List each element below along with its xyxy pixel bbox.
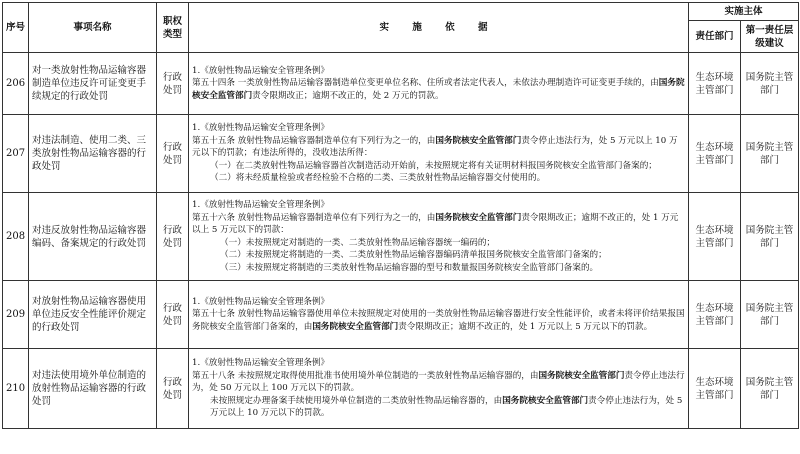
item-name: 对一类放射性物品运输容器制造单位违反许可证变更手续规定的行政处罚 (29, 53, 157, 115)
table-row (3, 53, 799, 115)
law-title: 1.《放射性物品运输安全管理条例》 (192, 65, 330, 76)
header-name: 事项名称 (29, 3, 157, 53)
power-type: 行政处罚 (157, 193, 189, 281)
header-type: 职权类型 (157, 3, 189, 53)
row-number: 207 (3, 115, 29, 193)
item-name: 对违法制造、使用二类、三类放射性物品运输容器的行政处罚 (29, 115, 157, 193)
row-number: 208 (3, 193, 29, 281)
power-type: 行政处罚 (157, 349, 189, 429)
legal-basis (189, 53, 689, 115)
article-text: 第五十七条 放射性物品运输容器使用单位未按照规定对使用的一类放射性物品运输容器进行安全性能评价，或者未将评价结果报国务院核安全监管部门备案的，由国务院核安全监管部门责令限期改正；逾期不改正的，处 1 万元以上 5 万元以下的罚款。 (192, 309, 685, 332)
legal-basis (189, 281, 689, 349)
power-type: 行政处罚 (157, 281, 189, 349)
law-title: 1.《放射性物品运输安全管理条例》 (192, 296, 330, 307)
table-row (3, 281, 799, 349)
item-name: 对违法使用境外单位制造的放射性物品运输容器的行政处罚 (29, 349, 157, 429)
enforcement-table (2, 2, 799, 429)
authority-name: 国务院核安全监管部门 (538, 370, 625, 381)
responsible-dept: 生态环境主管部门 (689, 281, 741, 349)
responsible-dept: 生态环境主管部门 (689, 53, 741, 115)
table-row (3, 349, 799, 429)
responsibility-level: 国务院主管部门 (741, 193, 799, 281)
row-number: 210 (3, 349, 29, 429)
legal-basis (189, 115, 689, 193)
responsibility-level: 国务院主管部门 (741, 281, 799, 349)
header-subject: 实施主体 (689, 3, 799, 21)
authority-name: 国务院核安全监管部门 (312, 321, 399, 332)
legal-basis (189, 193, 689, 281)
law-title: 1.《放射性物品运输安全管理条例》 (192, 123, 330, 134)
authority-name: 国务院核安全监管部门 (502, 395, 589, 406)
header-num: 序号 (3, 3, 29, 53)
clause-item: （一）在二类放射性物品运输容器首次制造活动开始前，未按照规定将有关证明材料报国务院核安全监管部门备案的； (210, 160, 657, 171)
header-dept: 责任部门 (689, 21, 741, 53)
law-title: 1.《放射性物品运输安全管理条例》 (192, 200, 330, 210)
responsibility-level: 国务院主管部门 (741, 115, 799, 193)
row-number: 209 (3, 281, 29, 349)
table-row (3, 193, 799, 281)
article-text: 第五十四条 一类放射性物品运输容器制造单位变更单位名称、住所或者法定代表人，未依法办理制造许可证变更手续的，由国务院核安全监管部门责令限期改正；逾期不改正的，处 2 万元的罚款。 (192, 78, 685, 101)
responsible-dept: 生态环境主管部门 (689, 349, 741, 429)
law-title: 1.《放射性物品运输安全管理条例》 (192, 358, 330, 369)
responsibility-level: 国务院主管部门 (741, 349, 799, 429)
authority-name: 国务院核安全监管部门 (192, 78, 685, 101)
clause-item: （二）将未经质量检验或者经检验不合格的二类、三类放射性物品运输容器交付使用的。 (210, 173, 546, 184)
header-level: 第一责任层级建议 (741, 21, 799, 53)
authority-name: 国务院核安全监管部门 (435, 135, 522, 146)
responsible-dept: 生态环境主管部门 (689, 193, 741, 281)
legal-basis (189, 349, 689, 429)
article-text: 第五十八条 未按照规定取得使用批准书使用境外单位制造的一类放射性物品运输容器的，由国务院核安全监管部门责令停止违法行为，处 50 万元以上 100 万元以下的罚款。 (192, 370, 685, 394)
clause-item: （一）未按照规定对制造的一类、二类放射性物品运输容器统一编码的； (220, 237, 496, 248)
row-number: 206 (3, 53, 29, 115)
clause-item: （二）未按照规定将制造的一类、二类放射性物品运输容器编码清单报国务院核安全监管部门备案的； (220, 250, 607, 260)
power-type: 行政处罚 (157, 115, 189, 193)
item-name: 对违反放射性物品运输容器编码、备案规定的行政处罚 (29, 193, 157, 281)
clause-item: （三）未按照规定将制造的三类放射性物品运输容器的型号和数量报国务院核安全监管部门备案的。 (220, 262, 599, 273)
responsible-dept: 生态环境主管部门 (689, 115, 741, 193)
article-text: 第五十六条 放射性物品运输容器制造单位有下列行为之一的，由国务院核安全监管部门责令限期改正；逾期不改正的，处 1 万元以上 5 万元以下的罚款： (192, 212, 679, 235)
article-text: 第五十五条 放射性物品运输容器制造单位有下列行为之一的，由国务院核安全监管部门责令停止违法行为，处 5 万元以上 10 万元以下的罚款；有违法所得的，没收违法所得： (192, 135, 678, 159)
table-row (3, 115, 799, 193)
header-basis: 实 施 依 据 (189, 3, 689, 53)
power-type: 行政处罚 (157, 53, 189, 115)
article-text-2: 未按照规定办理备案手续使用境外单位制造的二类放射性物品运输容器的，由国务院核安全监管部门责令停止违法行为，处 5 万元以上 10 万元以下的罚款。 (210, 395, 683, 419)
item-name: 对放射性物品运输容器使用单位违反安全性能评价规定的行政处罚 (29, 281, 157, 349)
authority-name: 国务院核安全监管部门 (435, 212, 522, 223)
responsibility-level: 国务院主管部门 (741, 53, 799, 115)
